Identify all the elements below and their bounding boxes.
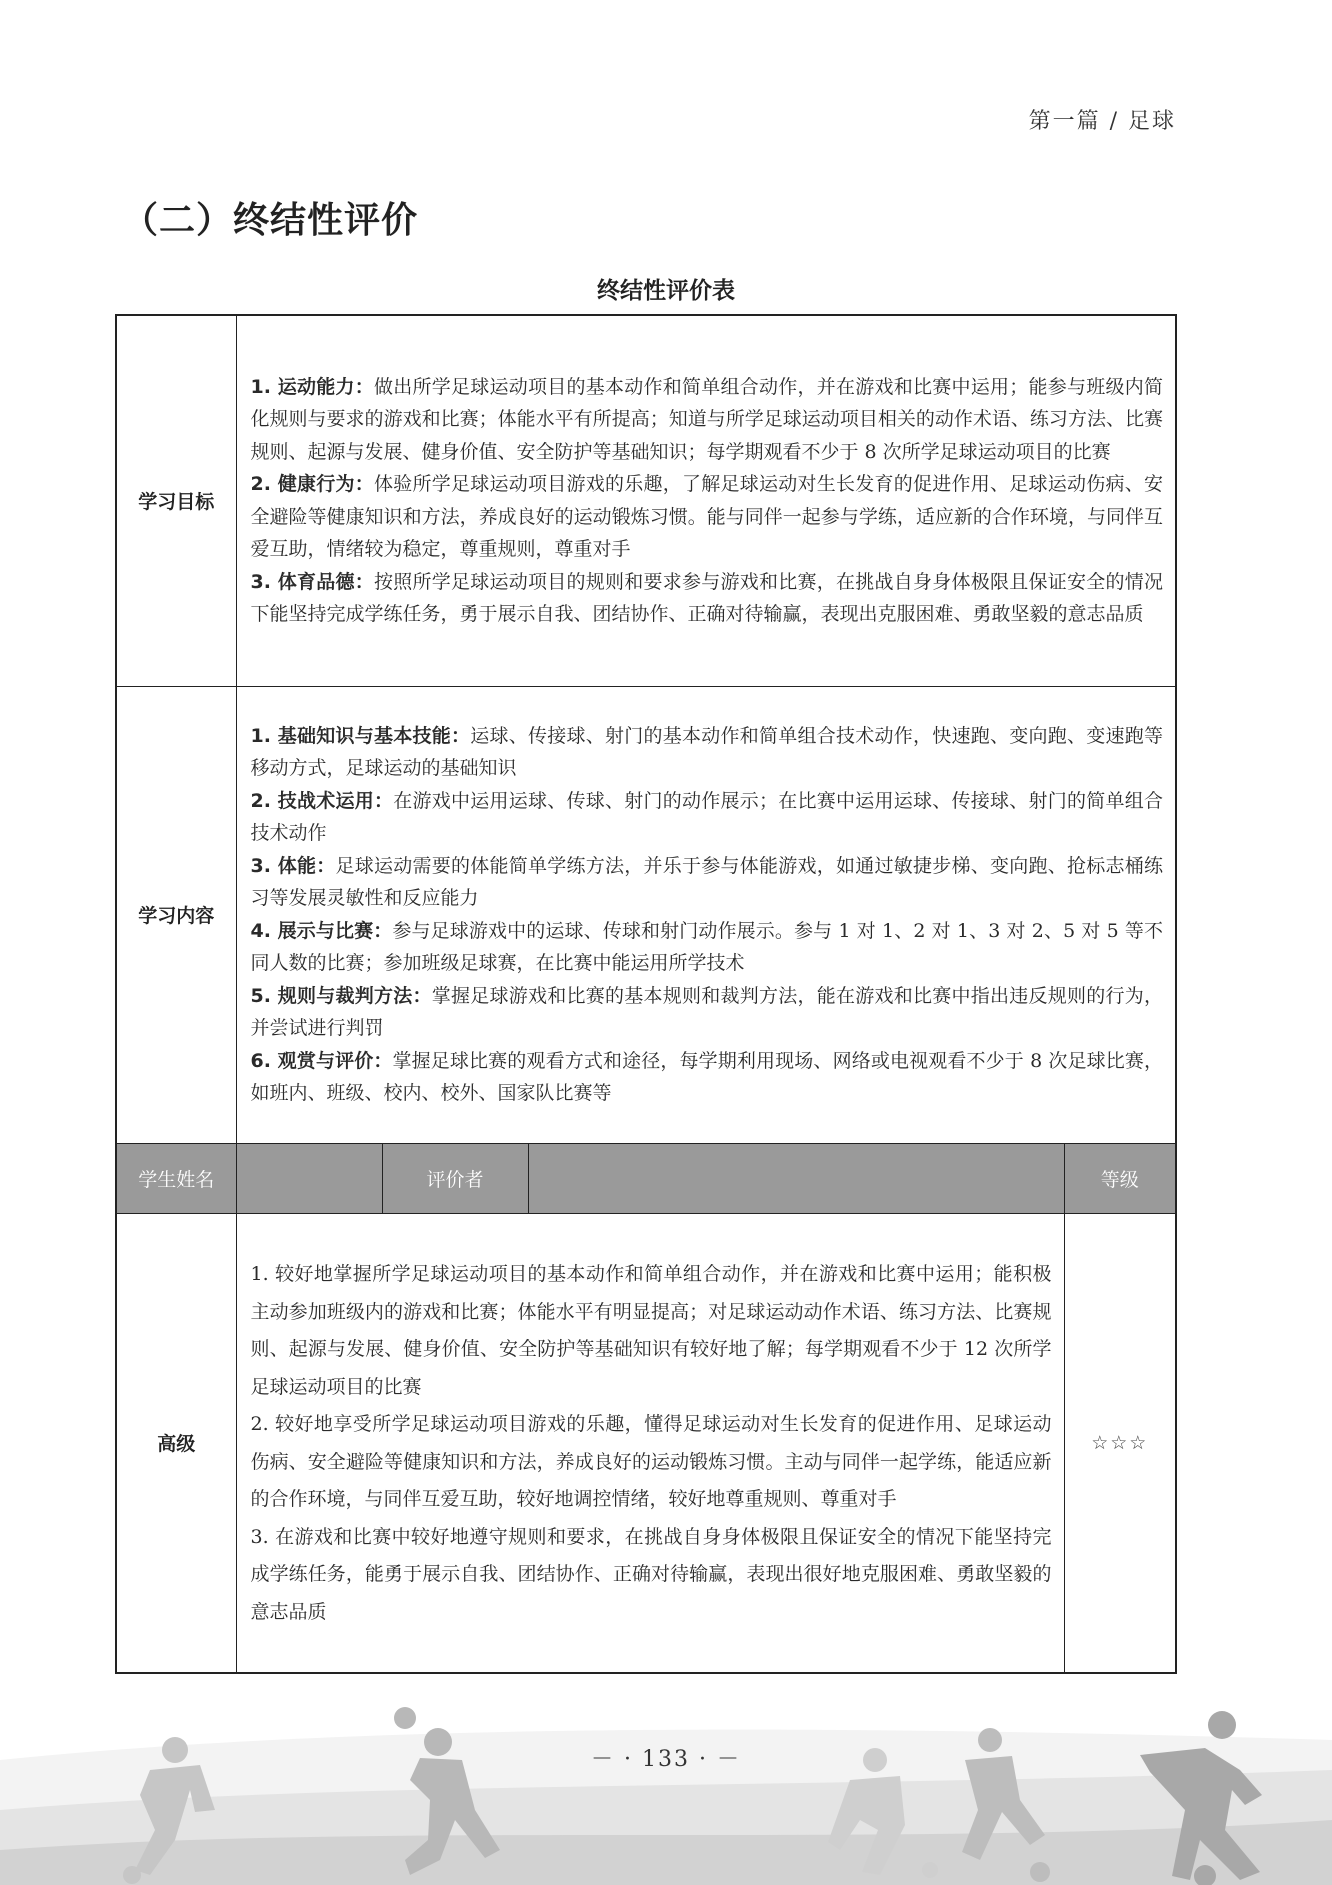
content-item-text: 足球运动需要的体能简单学练方法，并乐于参与体能游戏，如通过敏捷步梯、变向跑、抢标志桶练习等发展灵敏性和反应能力 [250,854,1163,909]
learning-content [236,686,1176,1143]
objective-item-text: 体验所学足球运动项目游戏的乐趣，了解足球运动对生长发育的促进作用、足球运动伤病、安全避险等健康知识和方法，养成良好的运动锻炼习惯。能与同伴一起参与学练，适应新的合作环境，与同伴互爱互助，情绪较为稳定，尊重规则，尊重对手 [250,473,1163,561]
content-item [251,720,1164,785]
objective-item [251,468,1164,566]
level-criterion: 3. 在游戏和比赛中较好地遵守规则和要求，在挑战自身身体极限且保证安全的情况下能坚持完成学练任务，能勇于展示自我、团结协作、正确对待输赢，表现出很好地克服困难、勇敢坚毅的意志品质 [250,1525,1052,1623]
running-head: 第一篇 / 足球 [1028,109,1176,134]
summative-evaluation-table [115,314,1177,1674]
content-item-text: 掌握足球游戏和比赛的基本规则和裁判方法，能在游戏和比赛中指出违反规则的行为，并尝试进行判罚 [250,984,1163,1039]
advanced-level-row [116,1213,1176,1673]
content-item [251,1045,1164,1110]
objective-item-text: 按照所学足球运动项目的规则和要求参与游戏和比赛，在挑战自身身体极限且保证安全的情况下能坚持完成学练任务，勇于展示自我、团结协作、正确对待输赢，表现出克服困难、勇敢坚毅的意志品质 [250,570,1163,626]
grade-header: 等级 [1064,1143,1176,1213]
level-criterion: 2. 较好地享受所学足球运动项目游戏的乐趣，懂得足球运动对生长发育的促进作用、足球运动伤病、安全避险等健康知识和方法，养成良好的运动锻炼习惯。主动与同伴一起学练，能适应新的合作环境，与同伴互爱互助，较好地调控情绪，较好地尊重规则、尊重对手 [250,1413,1052,1511]
content-item [251,980,1164,1045]
content-item-text: 掌握足球比赛的观看方式和途径，每学期利用现场、网络或电视观看不少于 8 次足球比赛，如班内、班级、校内、校外、国家队比赛等 [250,1049,1164,1104]
objective-item [251,566,1164,631]
evaluator-value[interactable] [528,1143,1064,1213]
content-label: 学习内容 [116,686,236,1143]
content-item-lead: 6. 观赏与评价： [250,1049,393,1072]
content-item [251,785,1164,850]
content-item-text: 在游戏中运用运球、传球、射门的动作展示；在比赛中运用运球、传接球、射门的简单组合技术动作 [250,789,1163,844]
objective-item-lead: 2. 健康行为： [250,473,375,496]
table-title: 终结性评价表 [597,278,735,304]
content-item-lead: 4. 展示与比赛： [250,919,393,942]
student-name-header: 学生姓名 [116,1143,236,1213]
level-criteria [236,1213,1064,1673]
content-item-text: 参与足球游戏中的运球、传球和射门动作展示。参与 1 对 1、2 对 1、3 对 2、5 对 5 等不同人数的比赛；参加班级足球赛，在比赛中能运用所学技术 [250,919,1163,974]
objective-item [251,371,1164,469]
evaluation-header-row [116,1143,1176,1213]
student-name-value[interactable] [236,1143,382,1213]
content-item [251,850,1164,915]
objectives-row [116,315,1176,686]
objectives-label: 学习目标 [116,315,236,686]
objective-item-lead: 3. 体育品德： [250,570,375,593]
objective-item-lead: 1. 运动能力： [250,375,375,398]
grade-stars: ☆☆☆ [1064,1213,1176,1673]
content-item-lead: 2. 技战术运用： [250,789,394,812]
level-label: 高级 [116,1213,236,1673]
content-item-lead: 5. 规则与裁判方法： [250,984,432,1007]
page-number: － · 133 · － [591,1747,741,1772]
soccer-players-decoration [0,1700,1332,1885]
content-item-lead: 3. 体能： [250,854,336,877]
content-item-lead: 1. 基础知识与基本技能： [250,724,471,747]
section-title: （二）终结性评价 [122,200,419,241]
level-criterion: 1. 较好地掌握所学足球运动项目的基本动作和简单组合动作，并在游戏和比赛中运用；能积极主动参加班级内的游戏和比赛；体能水平有明显提高；对足球运动动作术语、练习方法、比赛规则、起源与发展、健身价值、安全防护等基础知识有较好地了解；每学期观看不少于 12 次所学足球运动项目的比赛 [250,1263,1052,1398]
content-item [251,915,1164,980]
content-item-text: 运球、传接球、射门的基本动作和简单组合技术动作，快速跑、变向跑、变速跑等移动方式，足球运动的基础知识 [250,724,1163,779]
objective-item-text: 做出所学足球运动项目的基本动作和简单组合动作，并在游戏和比赛中运用；能参与班级内简化规则与要求的游戏和比赛；体能水平有所提高；知道与所学足球运动项目相关的动作术语、练习方法、比赛规则、起源与发展、健身价值、安全防护等基础知识；每学期观看不少于 8 次所学足球运动项目的比赛 [250,375,1163,463]
objectives-content [236,315,1176,686]
content-row [116,686,1176,1143]
evaluator-header: 评价者 [382,1143,528,1213]
